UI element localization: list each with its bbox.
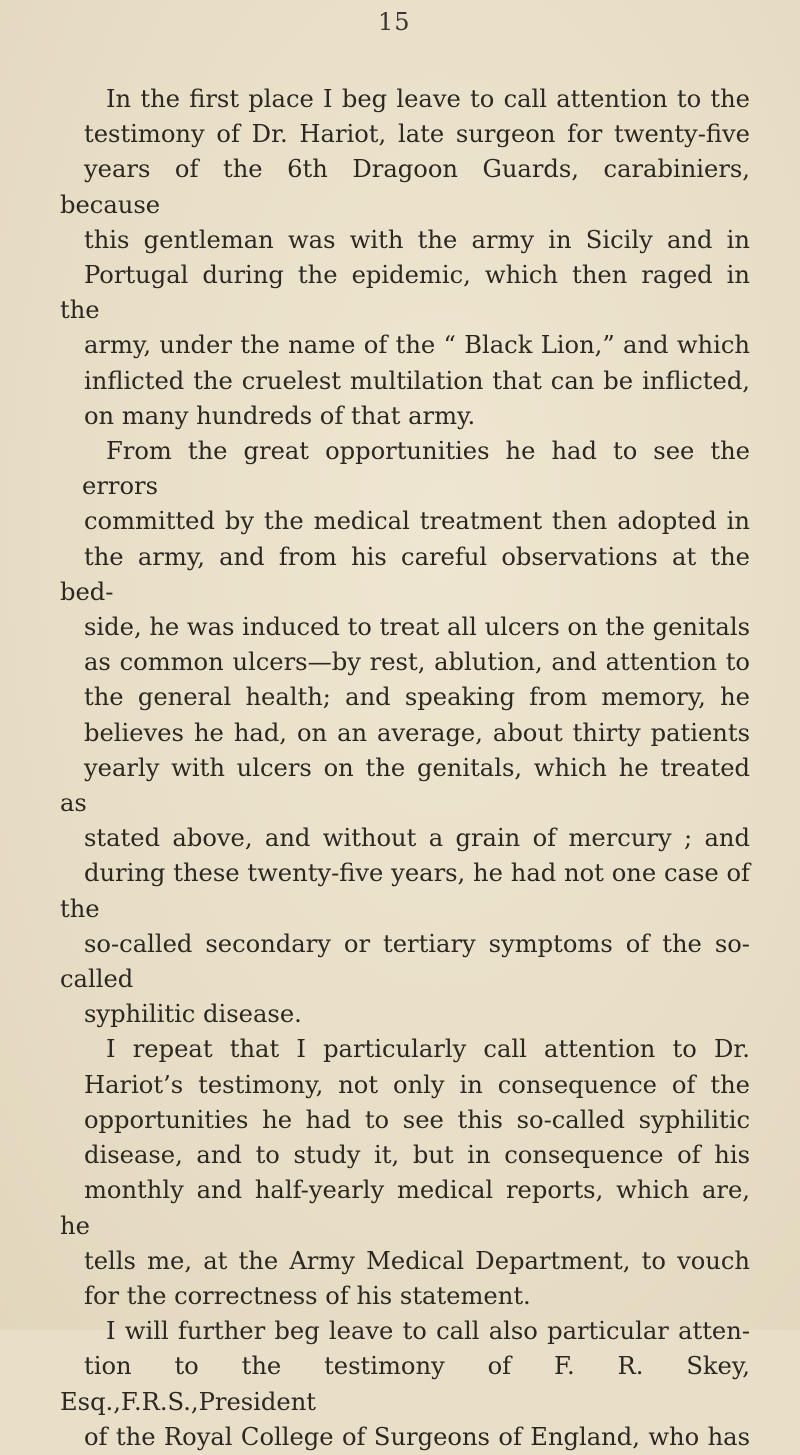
text-line: In the first place I beg leave to call attention to the bbox=[106, 85, 750, 113]
text-line: the army, and from his careful observations at the bed- bbox=[60, 542, 750, 606]
text-line: tion to the testimony of F. R. Skey, Esq.,F.R.S.,President bbox=[60, 1352, 750, 1416]
text-line: yearly with ulcers on the genitals, which he treated as bbox=[60, 753, 750, 818]
text-line: as common ulcers—by rest, ablution, and attention to bbox=[84, 648, 750, 677]
text-line: side, he was induced to treat all ulcers on the genitals bbox=[84, 613, 750, 642]
paragraph bbox=[60, 434, 750, 1032]
text-line: the general health; and speaking from memory, he bbox=[84, 683, 750, 712]
text-line: Hariot’s testimony, not only in consequence of the bbox=[84, 1070, 750, 1099]
page-number: 15 bbox=[378, 8, 411, 36]
text-line: I repeat that I particularly call attention to Dr. bbox=[106, 1035, 750, 1064]
text-line: believes he had, on an average, about thirty patients bbox=[84, 718, 750, 747]
text-line: inflicted the cruelest multilation that can be inflicted, bbox=[84, 366, 750, 395]
text-line: years of the 6th Dragoon Guards, carabiniers, because bbox=[60, 155, 750, 219]
text-line: Portugal during the epidemic, which then raged in the bbox=[60, 261, 750, 325]
text-line: this gentleman was with the army in Sicily and in bbox=[84, 225, 750, 254]
text-line: during these twenty-five years, he had not one case of the bbox=[60, 859, 750, 923]
text-line: of the Royal College of Surgeons of England, who has bbox=[84, 1422, 750, 1451]
text-line: syphilitic disease. bbox=[84, 1000, 302, 1029]
text-line: opportunities he had to see this so-called syphilitic bbox=[84, 1105, 750, 1134]
text-line: committed by the medical treatment then adopted in bbox=[84, 507, 750, 536]
text-line: disease, and to study it, but in consequence of his bbox=[84, 1141, 750, 1170]
text-line: testimony of Dr. Hariot, late surgeon for twenty-five bbox=[84, 120, 750, 149]
body-text bbox=[60, 82, 750, 1455]
text-line: so-called secondary or tertiary symptoms of the so-called bbox=[60, 929, 750, 994]
paragraph bbox=[60, 82, 750, 434]
paragraph bbox=[60, 1314, 750, 1455]
text-line: stated above, and without a grain of mercury ; and bbox=[84, 824, 750, 853]
text-line: on many hundreds of that army. bbox=[84, 401, 476, 430]
text-line: army, under the name of the “ Black Lion,” and which bbox=[84, 331, 750, 360]
text-line: monthly and half-yearly medical reports, which are, he bbox=[60, 1176, 750, 1240]
text-line: I will further beg leave to call also particular atten- bbox=[106, 1317, 750, 1346]
text-line: From the great opportunities he had to see the errors bbox=[82, 437, 750, 501]
text-line: tells me, at the Army Medical Department, to vouch bbox=[84, 1246, 750, 1275]
text-line: for the correctness of his statement. bbox=[84, 1281, 531, 1310]
paragraph bbox=[60, 1032, 750, 1314]
